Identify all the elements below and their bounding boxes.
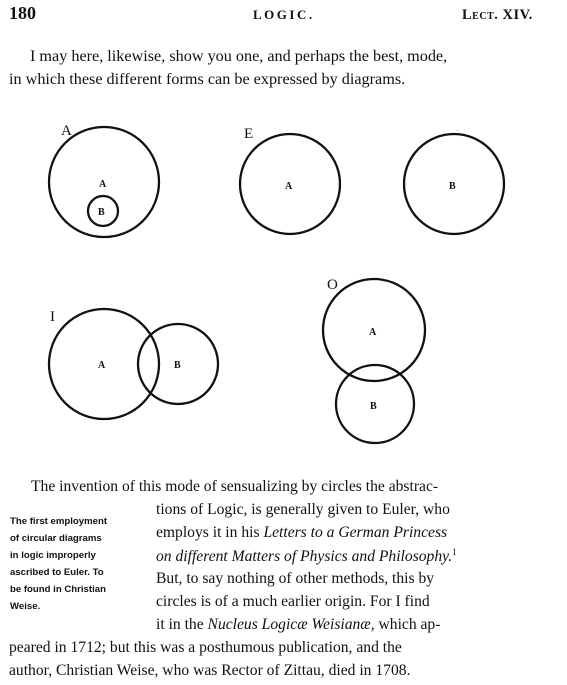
diagram-o-bottom-label: B xyxy=(370,401,377,412)
body-line-3 xyxy=(156,524,447,542)
diagram-a-inner-label: B xyxy=(98,207,105,218)
book-title-letters: Letters to a German Princess xyxy=(263,524,448,541)
page-number: 180 xyxy=(9,3,36,23)
intro-line-1: I may here, likewise, show you one, and perhaps the best, mode, xyxy=(30,47,448,65)
body-line-7-pre: it in the xyxy=(156,616,208,633)
diagram-e xyxy=(240,126,504,234)
diagram-a-label: A xyxy=(61,123,72,139)
body-line-5: But, to say nothing of other methods, this by xyxy=(156,570,435,587)
diagram-o-top-label: A xyxy=(369,327,377,338)
diagram-i-label: I xyxy=(50,309,55,325)
diagram-i-right-label: B xyxy=(174,360,181,371)
diagram-a-outer-label: A xyxy=(99,179,107,190)
sidenote-line-3: in logic improperly xyxy=(10,550,96,561)
body-line-7 xyxy=(156,616,440,634)
diagram-i xyxy=(49,309,218,419)
body-line-4 xyxy=(156,547,457,566)
book-title-nucleus: Nucleus Logicæ Weisianæ, xyxy=(207,616,375,633)
body-line-1: The invention of this mode of sensualizing by circles the abstrac- xyxy=(31,478,439,495)
diagram-e-right-label: B xyxy=(449,181,456,192)
sidenote-line-2: of circular diagrams xyxy=(10,533,102,544)
body-line-6: circles is of a much earlier origin. For I find xyxy=(156,593,430,610)
body-line-8: peared in 1712; but this was a posthumous publication, and the xyxy=(9,639,402,656)
sidenote-line-4: ascribed to Euler. To xyxy=(10,567,104,578)
diagram-e-left-label: A xyxy=(285,181,293,192)
sidenote-line-5: be found in Christian xyxy=(10,584,106,595)
body-line-3-text: employs it in his xyxy=(156,524,264,541)
intro-line-2: in which these different forms can be expressed by diagrams. xyxy=(9,70,406,88)
lecture-number: Lect. XIV. xyxy=(462,7,533,23)
body-line-7-post: which ap- xyxy=(374,616,441,633)
diagram-a xyxy=(49,123,159,237)
footnote-marker: 1 xyxy=(452,547,457,557)
sidenote-line-1: The first employment xyxy=(10,516,108,527)
sidenote xyxy=(10,513,107,615)
diagram-e-label: E xyxy=(244,126,254,142)
diagram-o-label: O xyxy=(327,277,338,293)
body-line-2: tions of Logic, is generally given to Euler, who xyxy=(156,501,450,518)
diagram-o xyxy=(323,277,425,443)
book-title-subject: on different Matters of Physics and Philosophy. xyxy=(156,548,453,566)
body-line-9: author, Christian Weise, who was Rector of Zittau, died in 1708. xyxy=(9,662,411,679)
running-title: LOGIC. xyxy=(253,7,315,22)
sidenote-line-6: Weise. xyxy=(10,601,41,612)
diagram-i-left-label: A xyxy=(98,360,106,371)
